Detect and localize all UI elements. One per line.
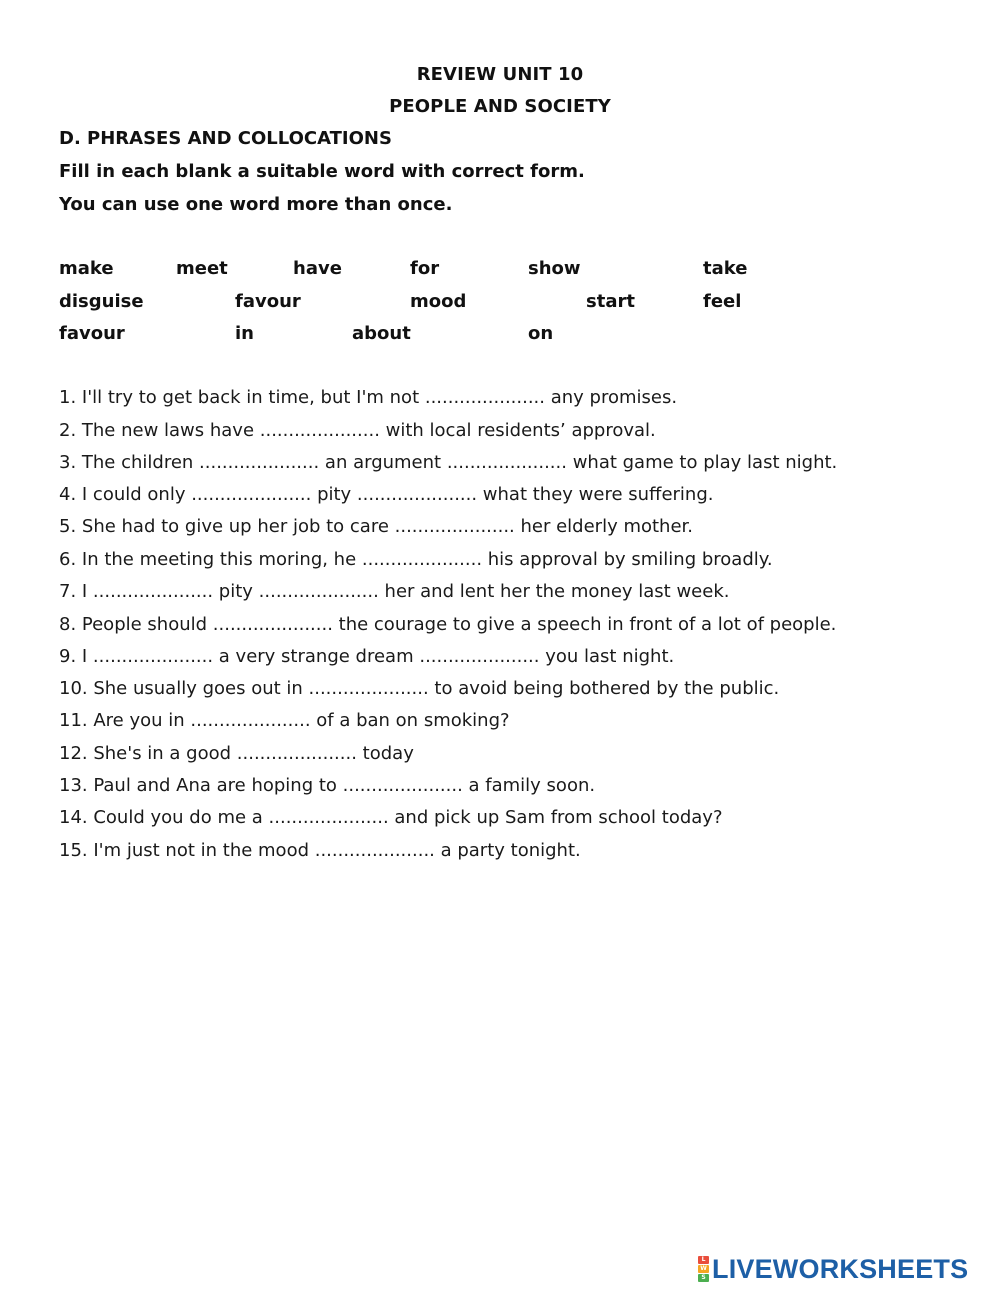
word-bank-item: for — [410, 258, 440, 279]
logo-letter-box: L — [698, 1256, 709, 1264]
word-bank-item: have — [293, 258, 342, 279]
word-bank-item: on — [528, 323, 554, 344]
question-item: 1. I'll try to get back in time, but I'm not ..................... any promises. — [59, 387, 678, 408]
question-item: 7. I ..................... pity ..................... her and lent her the money last week. — [59, 581, 730, 602]
question-item: 5. She had to give up her job to care ..................... her elderly mother. — [59, 516, 694, 537]
worksheet-title: REVIEW UNIT 10 — [416, 64, 584, 85]
logo-icon — [698, 1256, 709, 1282]
question-item: 8. People should ..................... the courage to give a speech in front of a lot of people. — [59, 614, 837, 635]
logo-letter-box: W — [698, 1265, 709, 1273]
section-heading: D. PHRASES AND COLLOCATIONS — [59, 128, 392, 149]
worksheet-subtitle: PEOPLE AND SOCIETY — [389, 96, 611, 117]
word-bank-item: favour — [235, 291, 301, 312]
question-item: 2. The new laws have ..................... with local residents’ approval. — [59, 420, 656, 441]
question-item: 9. I ..................... a very strange dream ..................... you last night. — [59, 646, 675, 667]
word-bank-item: in — [235, 323, 254, 344]
question-item: 11. Are you in ..................... of a ban on smoking? — [59, 710, 510, 731]
word-bank-item: about — [352, 323, 411, 344]
question-item: 14. Could you do me a ..................... and pick up Sam from school today? — [59, 807, 723, 828]
logo-letter-box: S — [698, 1274, 709, 1282]
question-item: 6. In the meeting this moring, he ..................... his approval by smiling broadly. — [59, 549, 773, 570]
word-bank-item: meet — [176, 258, 228, 279]
question-item: 13. Paul and Ana are hoping to ..................... a family soon. — [59, 775, 596, 796]
instruction-line-1: Fill in each blank a suitable word with correct form. — [59, 161, 585, 182]
logo-wordmark: LIVEWORKSHEETS — [712, 1254, 969, 1284]
word-bank-item: show — [528, 258, 581, 279]
question-item: 12. She's in a good ..................... today — [59, 743, 414, 764]
question-item: 15. I'm just not in the mood ..................... a party tonight. — [59, 840, 581, 861]
word-bank-item: mood — [410, 291, 467, 312]
word-bank-item: start — [586, 291, 635, 312]
question-item: 3. The children ..................... an argument ..................... what game to play last night. — [59, 452, 838, 473]
liveworksheets-logo — [698, 1254, 968, 1284]
instruction-line-2: You can use one word more than once. — [59, 194, 453, 215]
word-bank-item: make — [59, 258, 114, 279]
question-item: 4. I could only ..................... pity ..................... what they were suffering. — [59, 484, 714, 505]
word-bank-item: feel — [703, 291, 742, 312]
question-item: 10. She usually goes out in ..................... to avoid being bothered by the public. — [59, 678, 780, 699]
word-bank-item: favour — [59, 323, 125, 344]
word-bank-item: take — [703, 258, 748, 279]
word-bank-item: disguise — [59, 291, 144, 312]
